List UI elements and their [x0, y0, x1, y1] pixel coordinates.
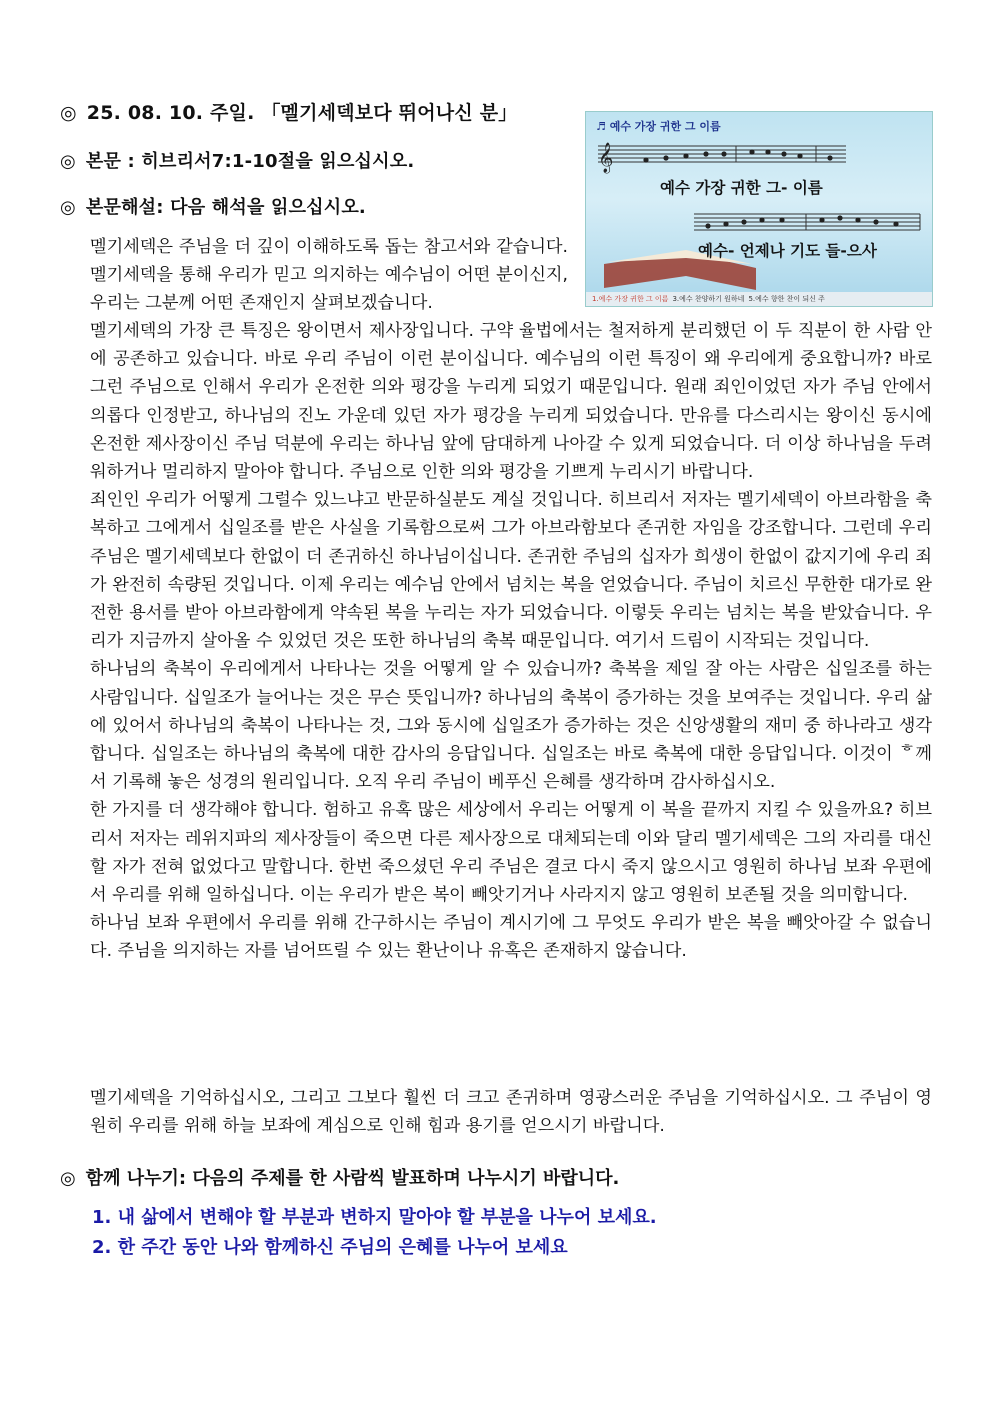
commentary-text: 본문해설: 다음 해석을 읽으십시오.	[85, 197, 366, 218]
date-title: 25. 08. 10. 주일. 「멜기세덱보다 뛰어나신 분」	[86, 102, 518, 124]
slide-tab: 1.예수 가장 귀한 그 이름	[592, 295, 669, 303]
title-heading	[60, 98, 517, 125]
slide-tab-bar	[586, 292, 932, 306]
body-paragraph: 멜기세덱의 가장 큰 특징은 왕이면서 제사장입니다. 구약 율법에서는 철저하게 분리했던 이 두 직분이 한 사람 안에 공존하고 있습니다. 바로 우리 주님이 이런 분이십니다. 예수님의 이런 특징이 왜 우리에게 중요합니까? 바로 그런 주님으로 인해서 우리가 온전한 의와 평강을 누리게 되었기 때문입니다. 원래 죄인이었던 자가 주님 안에서 의롭다 인정받고, 하나님의 진노 가운데 있던 자가 평강을 누리게 되었습니다. 만유를 다스리시는 왕이신 동시에 온전한 제사장이신 주님 덕분에 우리는 하나님 앞에 담대하게 나아갈 수 있게 되었습니다. 더 이상 하나님을 두려워하거나 멀리하지 말아야 합니다. 주님으로 인한 의와 평강을 기쁘게 누리시기 바랍니다.	[90, 321, 932, 483]
closing-paragraph: 멜기세덱을 기억하십시오, 그리고 그보다 훨씬 더 크고 존귀하며 영광스러운 주님을 기억하십시오. 그 주님이 영원히 우리를 위해 하늘 보좌에 계심으로 인해 힘과 용기를 얻으시기 바랍니다.	[90, 1088, 932, 1137]
circle-mark-icon: ◎	[60, 1168, 76, 1189]
body-paragraph: 하나님 보좌 우편에서 우리를 위해 간구하시는 주님이 계시기에 그 무엇도 우리가 받은 복을 빼앗아갈 수 없습니다. 주님을 의지하는 자를 넘어뜨릴 수 있는 환난이나 유혹은 존재하지 않습니다.	[90, 913, 932, 962]
slide-lyric-line-2: 예수- 언제나 기도 들-으사	[698, 242, 877, 260]
music-staff-icon	[586, 112, 932, 306]
slide-tab: 3.예수 찬양하기 원하네	[672, 295, 745, 303]
slide-tab: 5.예수 향한 찬이 되신 주	[748, 295, 825, 303]
body-paragraph: 한 가지를 더 생각해야 합니다. 험하고 유혹 많은 세상에서 우리는 어떻게 이 복을 끝까지 지킬 수 있을까요? 히브리서 저자는 레위지파의 제사장들이 죽으면 다른 제사장으로 대체되는데 이와 달리 멜기세덱은 그의 자리를 대신할 자가 전혀 없었다고 말합니다. 한번 죽으셨던 우리 주님은 결코 다시 죽지 않으시고 영원히 하나님 보좌 우편에서 우리를 위해 일하십니다. 이는 우리가 받은 복이 빼앗기거나 사라지지 않고 영원히 보존될 것을 의미합니다.	[90, 800, 932, 906]
slide-title: ♬ 예수 가장 귀한 그 이름	[596, 120, 721, 133]
hymn-slide-image	[585, 111, 933, 307]
slide-lyric-line-1: 예수 가장 귀한 그- 이름	[660, 179, 823, 197]
circle-mark-icon: ◎	[60, 197, 76, 218]
intro-paragraph: 멜기세덱은 주님을 더 깊이 이해하도록 돕는 참고서와 같습니다. 멜기세덱을 통해 우리가 믿고 의지하는 예수님이 어떤 분이신지, 우리는 그분께 어떤 존재인지 살펴보겠습니다.	[90, 237, 568, 314]
sharing-question-1: 1. 내 삶에서 변해야 할 부분과 변하지 말아야 할 부분을 나누어 보세요.	[92, 1207, 657, 1228]
circle-mark-icon: ◎	[60, 151, 76, 172]
sharing-heading	[60, 1164, 619, 1190]
scripture-heading	[60, 147, 414, 173]
svg-text:𝄞: 𝄞	[598, 143, 614, 173]
body-paragraph: 하나님의 축복이 우리에게서 나타나는 것을 어떻게 알 수 있습니까? 축복을 제일 잘 아는 사람은 십일조를 하는 사람입니다. 십일조가 늘어나는 것은 무슨 뜻입니까? 하나님의 축복이 증가하는 것을 보여주는 것입니다. 우리 삶에 있어서 하나님의 축복이 나타나는 것, 그와 동시에 십일조가 증가하는 것은 신앙생활의 재미 중 하나라고 생각합니다. 십일조는 하나님의 축복에 대한 감사의 응답입니다. 십일조는 바로 축복에 대한 응답입니다. 이것이 ᄒ께서 기록해 놓은 성경의 원리입니다. 오직 우리 주님이 베푸신 은혜를 생각하며 감사하십시오.	[90, 659, 932, 793]
circle-mark-icon: ◎	[60, 102, 77, 124]
sharing-question-2: 2. 한 주간 동안 나와 함께하신 주님의 은혜를 나누어 보세요	[92, 1237, 568, 1258]
commentary-body	[90, 317, 932, 966]
commentary-heading	[60, 193, 366, 219]
sharing-heading-text: 함께 나누기: 다음의 주제를 한 사람씩 발표하며 나누시기 바랍니다.	[85, 1168, 620, 1189]
scripture-text: 본문 : 히브리서7:1-10절을 읽으십시오.	[85, 151, 415, 172]
body-paragraph: 죄인인 우리가 어떻게 그럴수 있느냐고 반문하실분도 계실 것입니다. 히브리서 저자는 멜기세덱이 아브라함을 축복하고 그에게서 십일조를 받은 사실을 기록함으로써 그가 아브라함보다 존귀한 자임을 강조합니다. 그런데 우리 주님은 멜기세덱보다 한없이 더 존귀하신 하나님이십니다. 존귀한 주님의 십자가 희생이 한없이 값지기에 우리 죄가 완전히 속량된 것입니다. 이제 우리는 예수님 안에서 넘치는 복을 얻었습니다. 주님이 치르신 무한한 대가로 완전한 용서를 받아 아브라함에게 약속된 복을 누리는 자가 되었습니다. 이렇듯 우리는 넘치는 복을 받았습니다. 우리가 지금까지 살아올 수 있었던 것은 또한 하나님의 축복 때문입니다. 여기서 드림이 시작되는 것입니다.	[90, 490, 932, 652]
